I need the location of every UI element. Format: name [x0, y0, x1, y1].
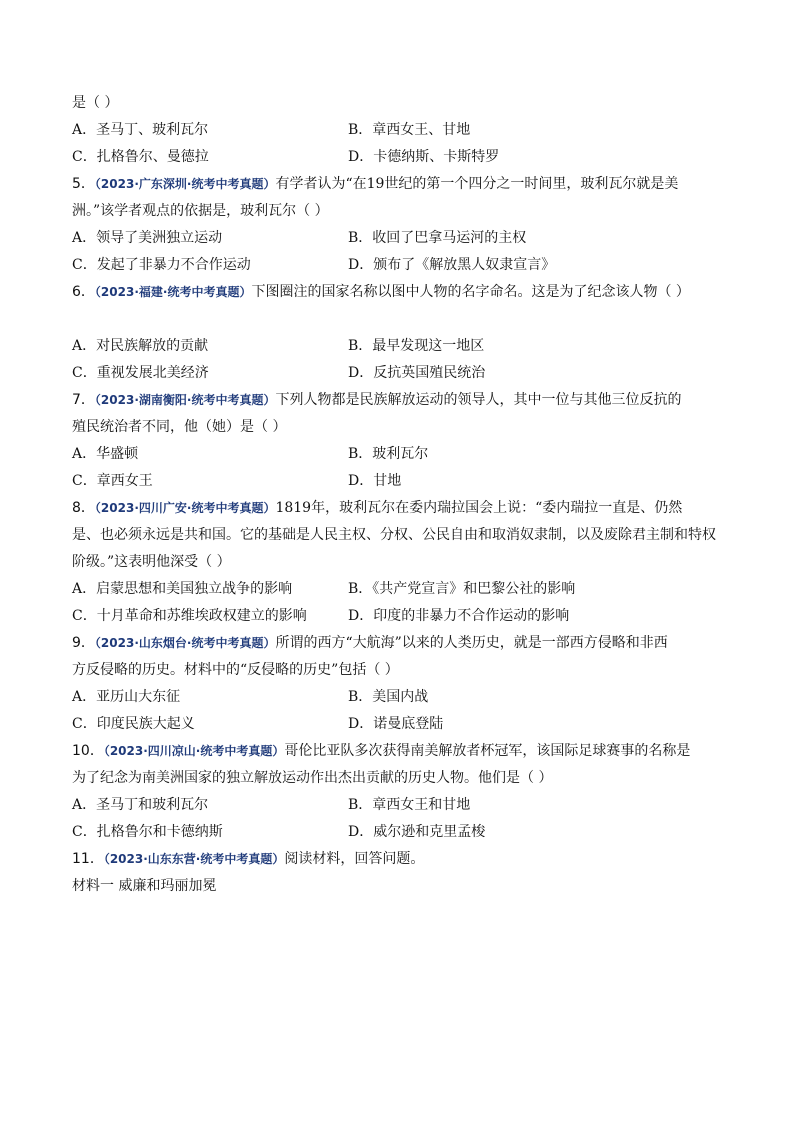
q9-option-c: C．印度民族大起义 — [72, 716, 195, 732]
q11-stem — [72, 846, 724, 873]
q9-option-a: A．亚历山大东征 — [72, 689, 181, 705]
q6-source: （2023·福建·统考中考真题） — [94, 285, 252, 299]
q7-options-row1 — [72, 441, 724, 468]
q6-number: 6． — [72, 284, 95, 300]
q9-option-d: D．诺曼底登陆 — [348, 716, 444, 732]
q8-option-c: C．十月革命和苏维埃政权建立的影响 — [72, 608, 307, 624]
q10-text-line1: 哥伦比亚队多次获得南美解放者杯冠军，该国际足球赛事的名称是 — [284, 743, 691, 759]
q4-options-row2 — [72, 144, 724, 171]
q11-source: （2023·山东东营·统考中考真题） — [103, 852, 285, 866]
q4-stem-tail — [72, 90, 724, 117]
q10-option-b: B．章西女王和甘地 — [348, 797, 471, 813]
q8-number: 8． — [72, 500, 95, 516]
q10-number: 10． — [72, 743, 104, 759]
q5-options-row2 — [72, 252, 724, 279]
q10-option-c: C．扎格鲁尔和卡德纳斯 — [72, 824, 223, 840]
q8-stem — [72, 495, 724, 522]
q8-option-d: D．印度的非暴力不合作运动的影响 — [348, 608, 570, 624]
q7-stem-line2 — [72, 414, 724, 441]
q4-stem-text: 是（ ） — [72, 95, 119, 111]
q4-options-row1 — [72, 117, 724, 144]
q6-options-row2 — [72, 360, 724, 387]
q11-number: 11． — [72, 851, 104, 867]
q9-options-row1 — [72, 684, 724, 711]
q5-option-c: C．发起了非暴力不合作运动 — [72, 257, 251, 273]
q7-text-line1: 下列人物都是民族解放运动的领导人，其中一位与其他三位反抗的 — [275, 392, 682, 408]
q10-option-a: A．圣马丁和玻利瓦尔 — [72, 797, 209, 813]
q10-stem — [72, 738, 724, 765]
q9-stem — [72, 630, 724, 657]
q4-option-a: A．圣马丁、玻利瓦尔 — [72, 122, 209, 138]
q8-option-b: B．《共产党宣言》和巴黎公社的影响 — [348, 581, 576, 597]
q7-text-line2: 殖民统治者不同，他（她）是（ ） — [72, 419, 287, 435]
q9-source: （2023·山东烟台·统考中考真题） — [94, 636, 276, 650]
q6-figure-space — [72, 306, 724, 333]
q9-option-b: B．美国内战 — [348, 689, 429, 705]
q4-option-b: B．章西女王、甘地 — [348, 122, 471, 138]
q8-text-line2: 是、也必须永远是共和国。它的基础是人民主权、分权、公民自由和取消奴隶制，以及废除君主制和特权 — [72, 527, 716, 543]
q11-text-line1: 阅读材料，回答问题。 — [284, 851, 425, 867]
q11-material-heading — [72, 873, 724, 900]
q6-option-b: B．最早发现这一地区 — [348, 338, 485, 354]
q9-text-line2: 方反侵略的历史。材料中的“反侵略的历史”包括（ ） — [72, 662, 399, 678]
q6-option-d: D．反抗英国殖民统治 — [348, 365, 486, 381]
q9-options-row2 — [72, 711, 724, 738]
q10-stem-line2 — [72, 765, 724, 792]
q9-stem-line2 — [72, 657, 724, 684]
q10-source: （2023·四川凉山·统考中考真题） — [103, 744, 285, 758]
q5-text-line1: 有学者认为“在19世纪的第一个四分之一时间里，玻利瓦尔就是美 — [275, 176, 679, 192]
q8-option-a: A．启蒙思想和美国独立战争的影响 — [72, 581, 293, 597]
q10-options-row1 — [72, 792, 724, 819]
q11-material-title: 材料一 威廉和玛丽加冕 — [72, 878, 217, 894]
q6-option-a: A．对民族解放的贡献 — [72, 338, 209, 354]
q6-options-row1 — [72, 333, 724, 360]
q7-option-b: B．玻利瓦尔 — [348, 446, 429, 462]
q9-text-line1: 所谓的西方“大航海”以来的人类历史，就是一部西方侵略和非西 — [275, 635, 668, 651]
q7-stem — [72, 387, 724, 414]
q10-options-row2 — [72, 819, 724, 846]
q7-options-row2 — [72, 468, 724, 495]
q8-stem-line2 — [72, 522, 724, 549]
q8-source: （2023·四川广安·统考中考真题） — [94, 501, 276, 515]
q10-option-d: D．威尔逊和克里孟梭 — [348, 824, 486, 840]
q6-option-c: C．重视发展北美经济 — [72, 365, 209, 381]
q7-option-c: C．章西女王 — [72, 473, 153, 489]
q5-number: 5． — [72, 176, 95, 192]
q7-option-d: D．甘地 — [348, 473, 402, 489]
q8-text-line1: 1819年，玻利瓦尔在委内瑞拉国会上说：“委内瑞拉一直是、仍然 — [275, 500, 683, 516]
q5-option-a: A．领导了美洲独立运动 — [72, 230, 223, 246]
q8-stem-line3 — [72, 549, 724, 576]
q9-number: 9． — [72, 635, 95, 651]
q7-option-a: A．华盛顿 — [72, 446, 139, 462]
question-list — [72, 90, 724, 900]
q8-options-row2 — [72, 603, 724, 630]
q7-source: （2023·湖南衡阳·统考中考真题） — [94, 393, 276, 407]
q10-text-line2: 为了纪念为南美洲国家的独立解放运动作出杰出贡献的历史人物。他们是（ ） — [72, 770, 553, 786]
q6-stem — [72, 279, 724, 306]
q5-option-d: D．颁布了《解放黑人奴隶宣言》 — [348, 257, 556, 273]
q6-text-line1: 下图圈注的国家名称以图中人物的名字命名。这是为了纪念该人物（ ） — [251, 284, 690, 300]
q8-options-row1 — [72, 576, 724, 603]
q5-stem — [72, 171, 724, 198]
q7-number: 7． — [72, 392, 95, 408]
q5-option-b: B．收回了巴拿马运河的主权 — [348, 230, 527, 246]
q5-source: （2023·广东深圳·统考中考真题） — [94, 177, 276, 191]
q4-option-d: D．卡德纳斯、卡斯特罗 — [348, 149, 500, 165]
q5-text-line2: 洲。”该学者观点的依据是，玻利瓦尔（ ） — [72, 203, 329, 219]
q4-option-c: C．扎格鲁尔、曼德拉 — [72, 149, 209, 165]
q8-text-line3: 阶级。”这表明他深受（ ） — [72, 554, 231, 570]
q5-options-row1 — [72, 225, 724, 252]
q5-stem-line2 — [72, 198, 724, 225]
